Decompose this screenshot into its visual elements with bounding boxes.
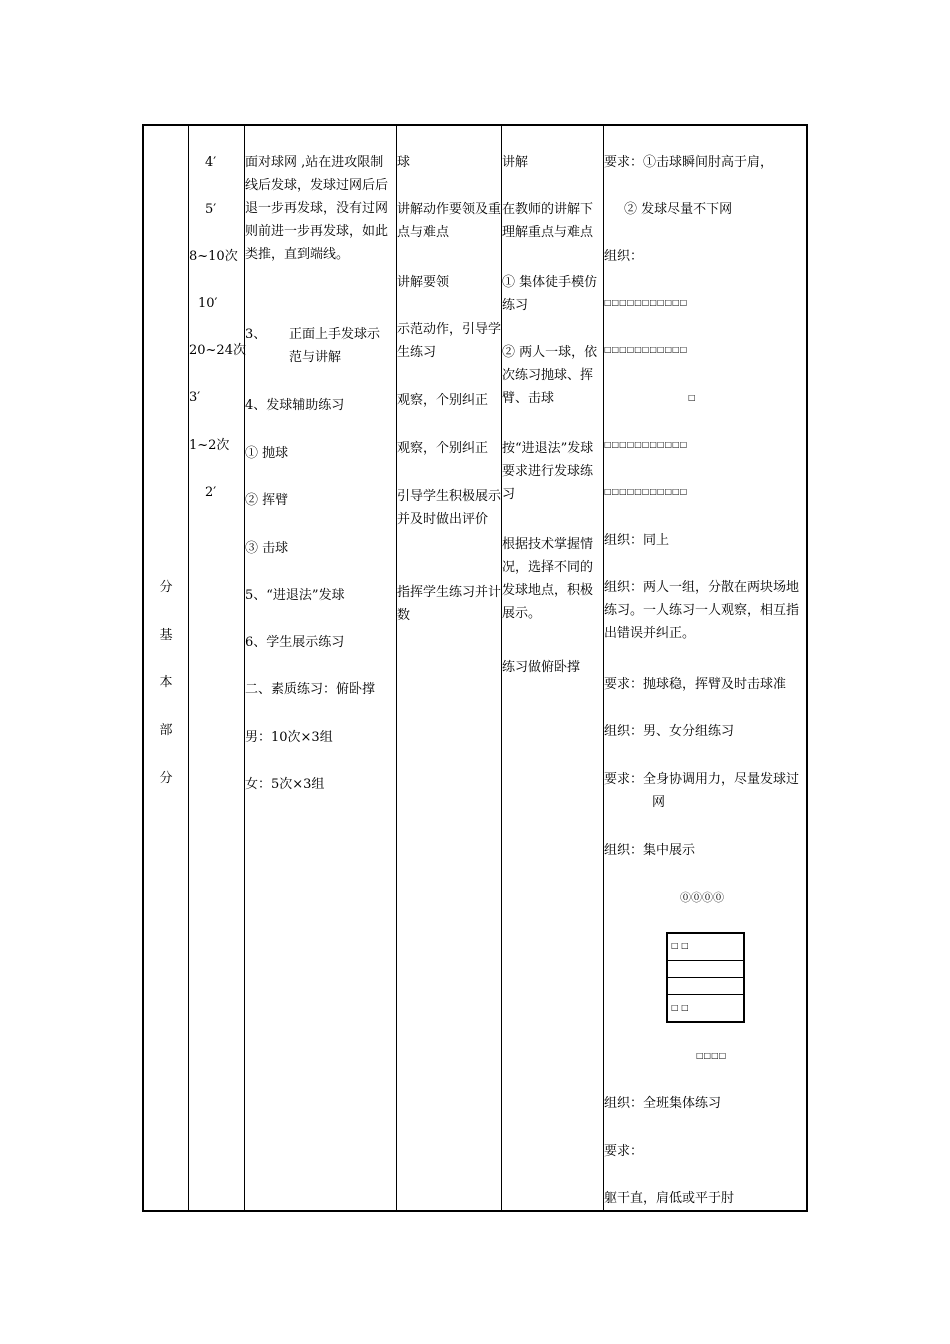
content-item: 二、素质练习：俯卧撑 <box>245 682 376 697</box>
section-char: 部 <box>159 723 173 738</box>
time-cell <box>189 126 244 1210</box>
court-marker: □ □ <box>671 941 689 950</box>
content-cell <box>245 126 396 1210</box>
content-item: 4、发球辅助练习 <box>245 398 345 413</box>
count-value: 8~10次 <box>189 249 238 264</box>
time-value: 4′ <box>205 155 217 170</box>
requirement-text: 要求：①击球瞬间肘高于肩， <box>604 155 774 170</box>
content-subitem: ② 挥臂 <box>245 493 289 508</box>
organization-label: 组织： <box>604 249 644 264</box>
court-players-bottom: □□□□ <box>696 1051 727 1060</box>
organization-text: 组织：全班集体练习 <box>604 1096 722 1111</box>
section-char: 本 <box>159 675 173 690</box>
requirement-text: 要求：抛球稳，挥臂及时击球准 <box>604 677 787 692</box>
content-subitem: ③ 击球 <box>245 541 289 556</box>
organization-text: 组织：两人一组，分散在两块场地练习。一人练习一人观察，相互指出错误并纠正。 <box>604 580 800 641</box>
court-line <box>668 994 743 995</box>
content-item-number: 3、 <box>245 327 267 342</box>
content-item: 男：10次×3组 <box>245 730 333 745</box>
organization-text: 组织：同上 <box>604 533 670 548</box>
time-value: 2′ <box>205 485 217 500</box>
teacher-activity: 示范动作，引导学生练习 <box>397 322 502 360</box>
content-subitem: ① 抛球 <box>245 446 289 461</box>
content-item: 5、“进退法”发球 <box>245 588 345 603</box>
section-cell <box>144 126 188 1210</box>
count-value: 20~24次 <box>189 343 246 358</box>
time-value: 3′ <box>189 390 201 405</box>
section-char: 分 <box>159 580 173 595</box>
formation-row: □□□□□□□□□□□ <box>604 440 688 449</box>
formation-row: □□□□□□□□□□□ <box>604 345 688 354</box>
content-paragraph: 面对球网 ,站在进攻限制线后发球，发球过网后后退一步再发球，没有过网则前进一步再发球，如此类推，直到端线。 <box>245 155 389 262</box>
section-char: 基 <box>159 628 173 643</box>
organization-cell <box>604 126 808 1210</box>
court-line <box>668 960 743 961</box>
organization-text: 组织：集中展示 <box>604 843 696 858</box>
volleyball-court-diagram <box>666 932 745 1023</box>
lesson-plan-table <box>142 124 808 1212</box>
teacher-activity: 指挥学生练习并计数 <box>397 585 502 623</box>
student-activity: 根据技术掌握情况，选择不同的发球地点，积极展示。 <box>502 537 594 621</box>
content-item: 正面上手发球示范与讲解 <box>289 327 381 365</box>
requirement-text: ② 发球尽量不下网 <box>624 202 733 217</box>
court-net-line <box>668 977 743 978</box>
formation-row: □□□□□□□□□□□ <box>604 298 688 307</box>
student-activity: 按“进退法”发球要求进行发球练习 <box>502 441 594 502</box>
time-value: 5′ <box>205 202 217 217</box>
teacher-activity: 讲解要领 <box>397 275 450 290</box>
content-item: 6、学生展示练习 <box>245 635 345 650</box>
student-activity: 讲解 <box>502 155 529 170</box>
organization-text: 组织：男、女分组练习 <box>604 724 735 739</box>
requirement-label: 要求： <box>604 1144 644 1159</box>
section-char: 分 <box>159 771 173 786</box>
court-players-top: ⓪⓪⓪⓪ <box>680 891 724 904</box>
content-item: 女：5次×3组 <box>245 777 325 792</box>
formation-row: □□□□□□□□□□□ <box>604 487 688 496</box>
student-activity: 练习做俯卧撑 <box>502 660 581 675</box>
student-activity: ② 两人一球，依次练习抛球、挥臂、击球 <box>502 345 598 406</box>
requirement-text: 要求：全身协调用力，尽量发球过 <box>604 772 800 787</box>
teacher-activity: 球 <box>397 155 411 170</box>
teacher-cell <box>397 126 501 1210</box>
requirement-text: 躯干直，肩低或平于肘 <box>604 1191 735 1206</box>
teacher-activity: 讲解动作要领及重点与难点 <box>397 202 502 240</box>
student-cell <box>502 126 603 1210</box>
count-value: 1~2次 <box>189 438 230 453</box>
teacher-activity: 引导学生积极展示并及时做出评价 <box>397 489 502 527</box>
student-activity: 在教师的讲解下理解重点与难点 <box>502 202 594 240</box>
student-activity: ① 集体徒手模仿练习 <box>502 275 598 313</box>
requirement-text: 网 <box>652 795 666 810</box>
time-value: 10′ <box>198 296 218 311</box>
court-marker: □ □ <box>671 1003 689 1012</box>
teacher-activity: 观察，个别纠正 <box>397 441 489 456</box>
teacher-activity: 观察，个别纠正 <box>397 393 489 408</box>
formation-teacher-marker: □ <box>688 393 696 402</box>
